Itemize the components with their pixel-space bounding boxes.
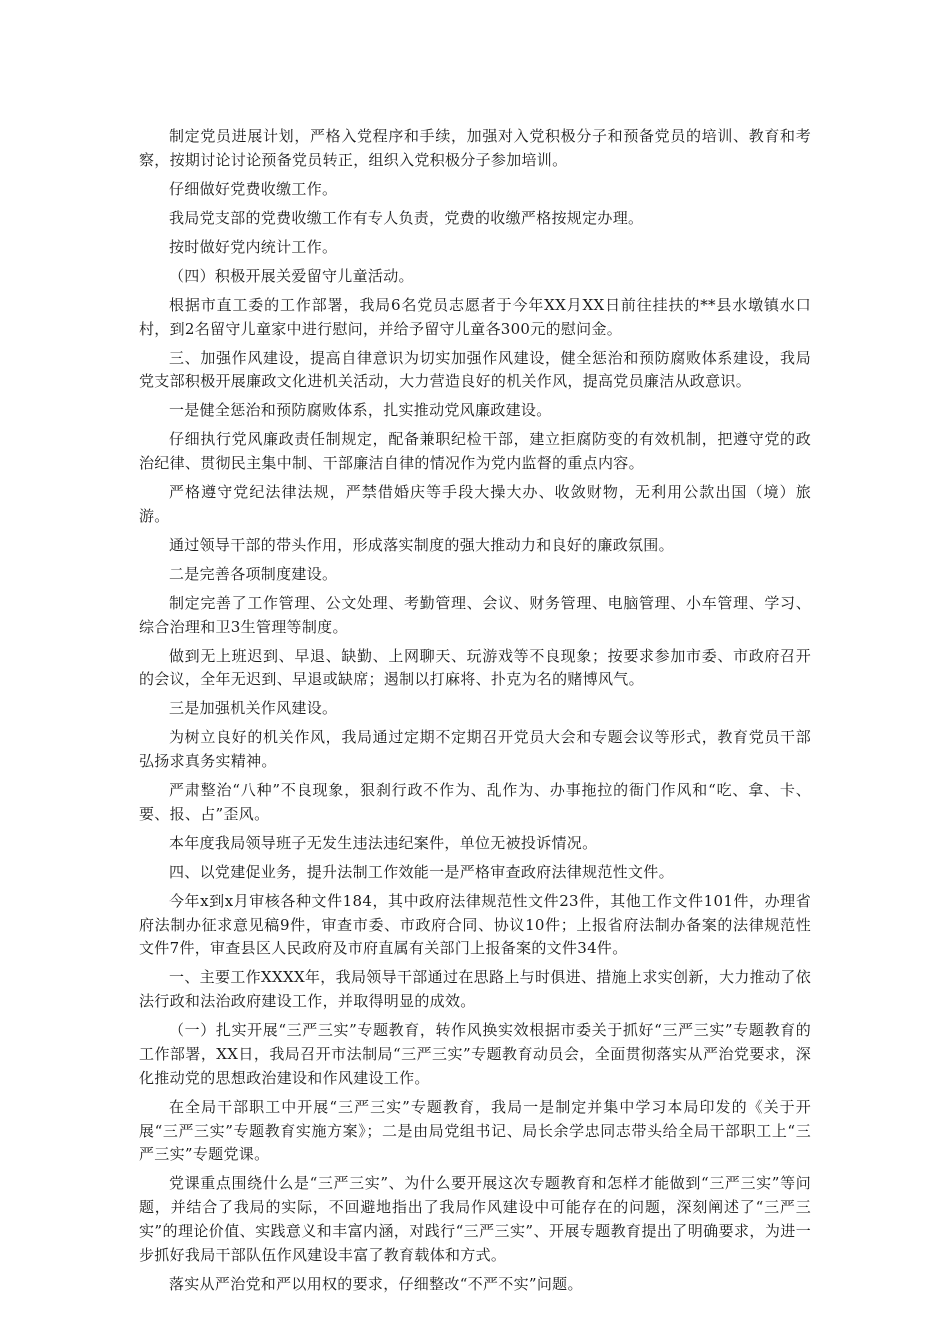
paragraph: 制定党员进展计划，严格入党程序和手续，加强对入党积极分子和预备党员的培训、教育和考察，按期讨论讨论预备党员转正，组织入党积极分子参加培训。	[139, 127, 811, 169]
paragraph: （一）扎实开展“三严三实”专题教育，转作风换实效根据市委关于抓好“三严三实”专题教育的工作部署，XX日，我局召开市法制局“三严三实”专题教育动员会，全面贯彻落实从严治党要求，深化推动党的思想政治建设和作风建设工作。	[139, 1021, 811, 1087]
paragraph: 落实从严治党和严以用权的要求，仔细整改“不严不实”问题。	[169, 1274, 583, 1293]
section-heading: 一、主要工作XXXX年，我局领导干部通过在思路上与时俱进、措施上求实创新，大力推动了依法行政和法治政府建设工作，并取得明显的成效。	[139, 968, 811, 1011]
paragraph: 按时做好党内统计工作。	[169, 237, 338, 256]
section-heading: 三、加强作风建设，提高自律意识为切实加强作风建设，健全惩治和预防腐败体系建设，我局党支部积极开展廉政文化进机关活动，大力营造良好的机关作风，提高党员廉洁从政意识。	[139, 348, 811, 391]
paragraph: 党课重点围绕什么是“三严三实”、为什么要开展这次专题教育和怎样才能做到“三严三实”等问题，并结合了我局的实际，不回避地指出了我局作风建设中可能存在的问题，深刻阐述了“三严三实”的理论价值、实践意义和丰富内涵，对践行“三严三实”、开展专题教育提出了明确要求，为进一步抓好我局干部队伍作风建设丰富了教育载体和方式。	[139, 1174, 811, 1264]
paragraph: 仔细执行党风廉政责任制规定，配备兼职纪检干部，建立拒腐防变的有效机制，把遵守党的政治纪律、贯彻民主集中制、干部廉洁自律的情况作为党内监督的重点内容。	[139, 430, 811, 473]
paragraph: 通过领导干部的带头作用，形成落实制度的强大推动力和良好的廉政氛围。	[169, 535, 674, 554]
paragraph: 为树立良好的机关作风，我局通过定期不定期召开党员大会和专题会议等形式，教育党员干部弘扬求真务实精神。	[139, 728, 811, 771]
paragraph: 本年度我局领导班子无发生违法违纪案件，单位无被投诉情况。	[169, 833, 598, 852]
paragraph: 在全局干部职工中开展“三严三实”专题教育，我局一是制定并集中学习本局印发的《关于开展“三严三实”专题教育实施方案》；二是由局党组书记、局长余学忠同志带头给全局干部职工上“三严三实”专题党课。	[139, 1097, 811, 1164]
section-heading: 四、以党建促业务，提升法制工作效能一是严格审查政府法律规范性文件。	[169, 862, 674, 881]
paragraph: 三是加强机关作风建设。	[169, 699, 338, 718]
paragraph: 二是完善各项制度建设。	[169, 564, 338, 583]
paragraph: 仔细做好党费收缴工作。	[169, 179, 338, 198]
paragraph: 根据市直工委的工作部署，我局6名党员志愿者于今年XX月XX日前往挂扶的**县水墩镇水口村，到2名留守儿童家中进行慰问，并给予留守儿童各300元的慰问金。	[139, 295, 811, 338]
paragraph: 制定完善了工作管理、公文处理、考勤管理、会议、财务管理、电脑管理、小车管理、学习、综合治理和卫3生管理等制度。	[139, 593, 811, 636]
document-body	[139, 125, 811, 1302]
paragraph: 今年x到x月审核各种文件184，其中政府法律规范性文件23件，其他工作文件101件，办理省府法制办征求意见稿9件，审查市委、市政府合同、协议10件；上报省府法制办备案的法律规范性文件7件，审查县区人民政府及市府直属有关部门上报备案的文件34件。	[139, 891, 811, 958]
paragraph: 严肃整治“八种”不良现象，狠刹行政不作为、乱作为、办事拖拉的衙门作风和“吃、拿、卡、要、报、占”歪风。	[139, 781, 811, 823]
section-heading: （四）积极开展关爱留守儿童活动。	[169, 266, 414, 285]
paragraph: 一是健全惩治和预防腐败体系，扎实推动党风廉政建设。	[169, 401, 552, 420]
paragraph: 做到无上班迟到、早退、缺勤、上网聊天、玩游戏等不良现象；按要求参加市委、市政府召开的会议，全年无迟到、早退或缺席；遏制以打麻将、扑克为名的赌博风气。	[139, 646, 811, 689]
paragraph: 我局党支部的党费收缴工作有专人负责，党费的收缴严格按规定办理。	[169, 208, 644, 227]
paragraph: 严格遵守党纪法律法规，严禁借婚庆等手段大操大办、收敛财物，无利用公款出国（境）旅游。	[139, 483, 811, 525]
